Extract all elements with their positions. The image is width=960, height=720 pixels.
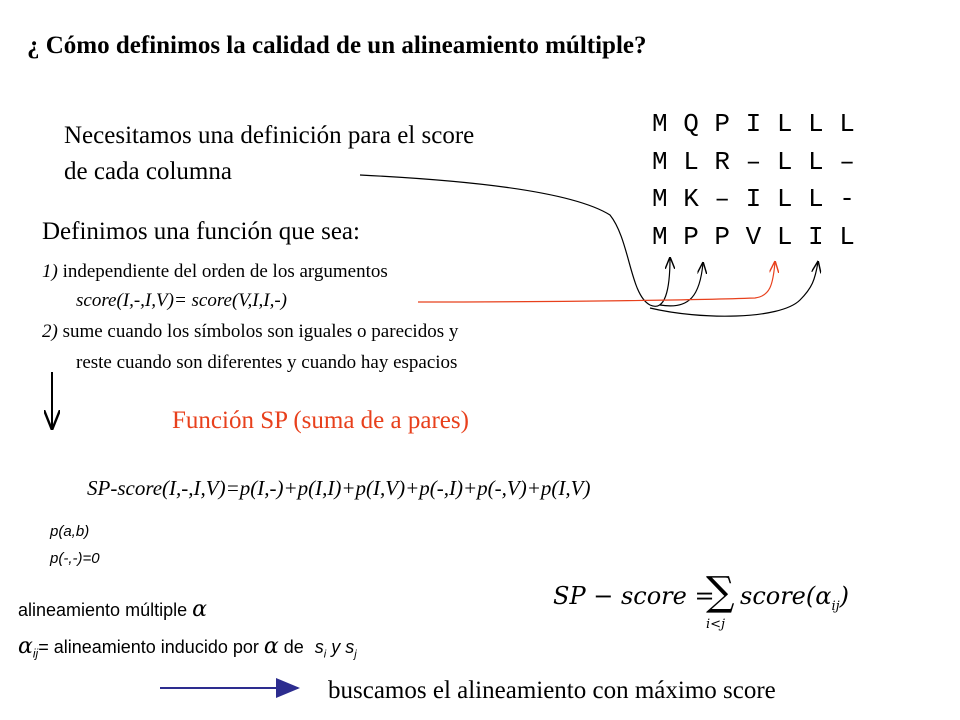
induced-de: de [278,637,309,657]
property-2-number: 2) [42,321,58,342]
property-2-continuation: reste cuando son diferentes y cuando hay espacios [76,352,458,373]
alpha-symbol: α [263,634,279,659]
alignment-row: M K – I L L - [652,184,855,214]
alpha-symbol: α [18,634,33,659]
pair-score-function: p(a,b) [50,523,90,540]
need-line-1: Necesitamos una definición para el score [64,122,475,149]
induced-text: = alineamiento inducido por [38,637,264,657]
definition-heading: Definimos una función que sea: [42,218,360,245]
conclusion-text: buscamos el alineamiento con máximo score [328,677,776,704]
sequence-s-j: $s_j$ [345,637,357,661]
summation-subscript: i<j [706,617,726,632]
alpha-subscript: ij [32,646,39,661]
alpha-symbol: α [192,597,207,622]
property-1-number: 1) [42,261,58,282]
equation-rhs: $score(\alpha_{ij})$ [740,582,850,614]
property-2-text: sume cuando los símbolos son iguales o parecidos y [57,321,459,342]
sequence-s-i: $s_i$ [314,637,327,661]
alignment-row: M Q P I L L L [652,109,855,139]
alignment-row: M L R – L L – [652,146,855,177]
alignment-row: M P P V L I L [652,221,855,252]
and-word: y [326,637,346,657]
multiple-alignment-text: alineamiento múltiple [18,600,193,620]
equation-lhs: SP − score = [553,582,715,610]
sp-score-formula: SP-score(I,-,I,V)=p(I,-)+p(I,I)+p(I,V)+p(-,I)+p(-,V)+p(I,V) [87,476,591,500]
sp-function-title: Función SP (suma de a pares) [172,407,469,434]
need-line-2: de cada columna [64,158,232,185]
curve-arrow-column-1 [360,175,670,306]
summation-icon: ∑ [706,569,735,615]
gap-gap-score: p(-,-)=0 [50,550,100,567]
property-1-example: score(I,-,I,V)= score(V,I,I,-) [76,290,288,311]
property-1-text: independiente del orden de los argumentos [57,261,388,282]
alpha-symbol: α [815,582,832,610]
red-curve-arrow [418,262,775,302]
curve-arrow-column-4 [650,262,818,316]
page-title: ¿ Cómo definimos la calidad de un alineamiento múltiple? [27,32,647,59]
